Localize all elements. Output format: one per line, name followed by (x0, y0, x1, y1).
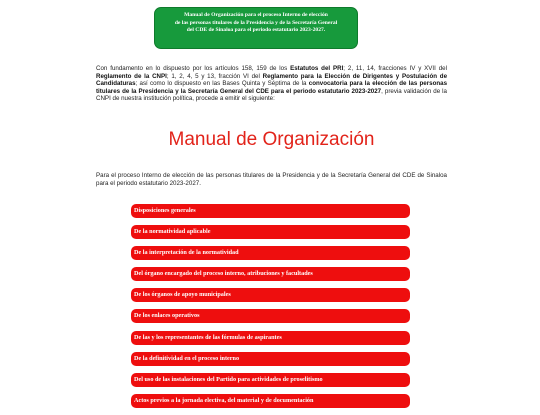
section-item[interactable] (131, 309, 410, 323)
intro-paragraph (96, 65, 447, 103)
intro-bold-election-regulation: Reglamento para la Elección de Dirigentes y Postulación de Candidaturas (96, 72, 448, 88)
banner-line: de las personas titulares de la Presidencia y de la Secretaría General (174, 19, 338, 26)
banner-line: del CDE de Sinaloa para el periodo estatutario 2023-2027. (186, 27, 326, 34)
section-item[interactable] (131, 352, 410, 366)
banner-line: Manual de Organización para el proceso Interno de elección (184, 12, 328, 18)
sections-list (131, 204, 410, 415)
section-label: Del órgano encargado del proceso interno, atribuciones y facultades (134, 270, 313, 278)
intro-bold-statutes: Estatutos del PRI (290, 65, 344, 72)
intro-text: , previa validación de la CNPI de nuestra institución política, procede a emitir el siguiente: (96, 87, 447, 103)
page-title: Manual de Organización (168, 129, 375, 150)
section-label: Actos previos a la jornada electiva, del material y de documentación (134, 396, 314, 404)
intro-text: ; así como lo dispuesto en las Bases Quinta y Séptima de la (135, 80, 309, 88)
intro-text: Con fundamento en lo dispuesto por los artículos 158, 159 de los (96, 65, 291, 72)
intro-bold-cnpi-regulation: Reglamento de la CNPI (96, 72, 167, 80)
section-item[interactable] (131, 288, 410, 302)
section-label: Del uso de las instalaciones del Partido para actividades de proselitismo (134, 375, 323, 383)
section-item[interactable] (131, 225, 410, 239)
section-item[interactable] (131, 394, 410, 408)
section-label: De los órganos de apoyo municipales (134, 291, 231, 299)
section-label: De la interpretación de la normatividad (134, 249, 239, 257)
section-label: De los enlaces operativos (134, 312, 200, 320)
section-label: Disposiciones generales (134, 207, 196, 214)
section-label: De la definitividad en el proceso interno (134, 354, 240, 362)
section-item[interactable] (131, 373, 410, 387)
section-item[interactable] (131, 267, 410, 281)
intro-text: ; 1, 2, 4, 5 y 13, fracción VI del (166, 72, 263, 80)
section-item[interactable] (131, 246, 410, 260)
description-paragraph: Para el proceso Interno de elección de las personas titulares de la Presidencia y de la Secretaría General del CDE de Sinaloa para el periodo estatutario 2023-2027. (96, 172, 447, 187)
section-label: De las y los representantes de las fórmulas de aspirantes (134, 333, 282, 341)
header-banner (154, 7, 358, 49)
section-item[interactable] (131, 204, 410, 218)
intro-bold-convocatoria: convocatoria para la elección de las personas titulares de la Presidencia y la Secretaría General del CDE para el periodo estatutario 2023-2027 (96, 80, 448, 95)
intro-text: ; 2, 11, 14, fracciones IV y XVII del (343, 65, 447, 72)
section-label: De la normatividad aplicable (134, 228, 211, 236)
section-item[interactable] (131, 331, 410, 345)
